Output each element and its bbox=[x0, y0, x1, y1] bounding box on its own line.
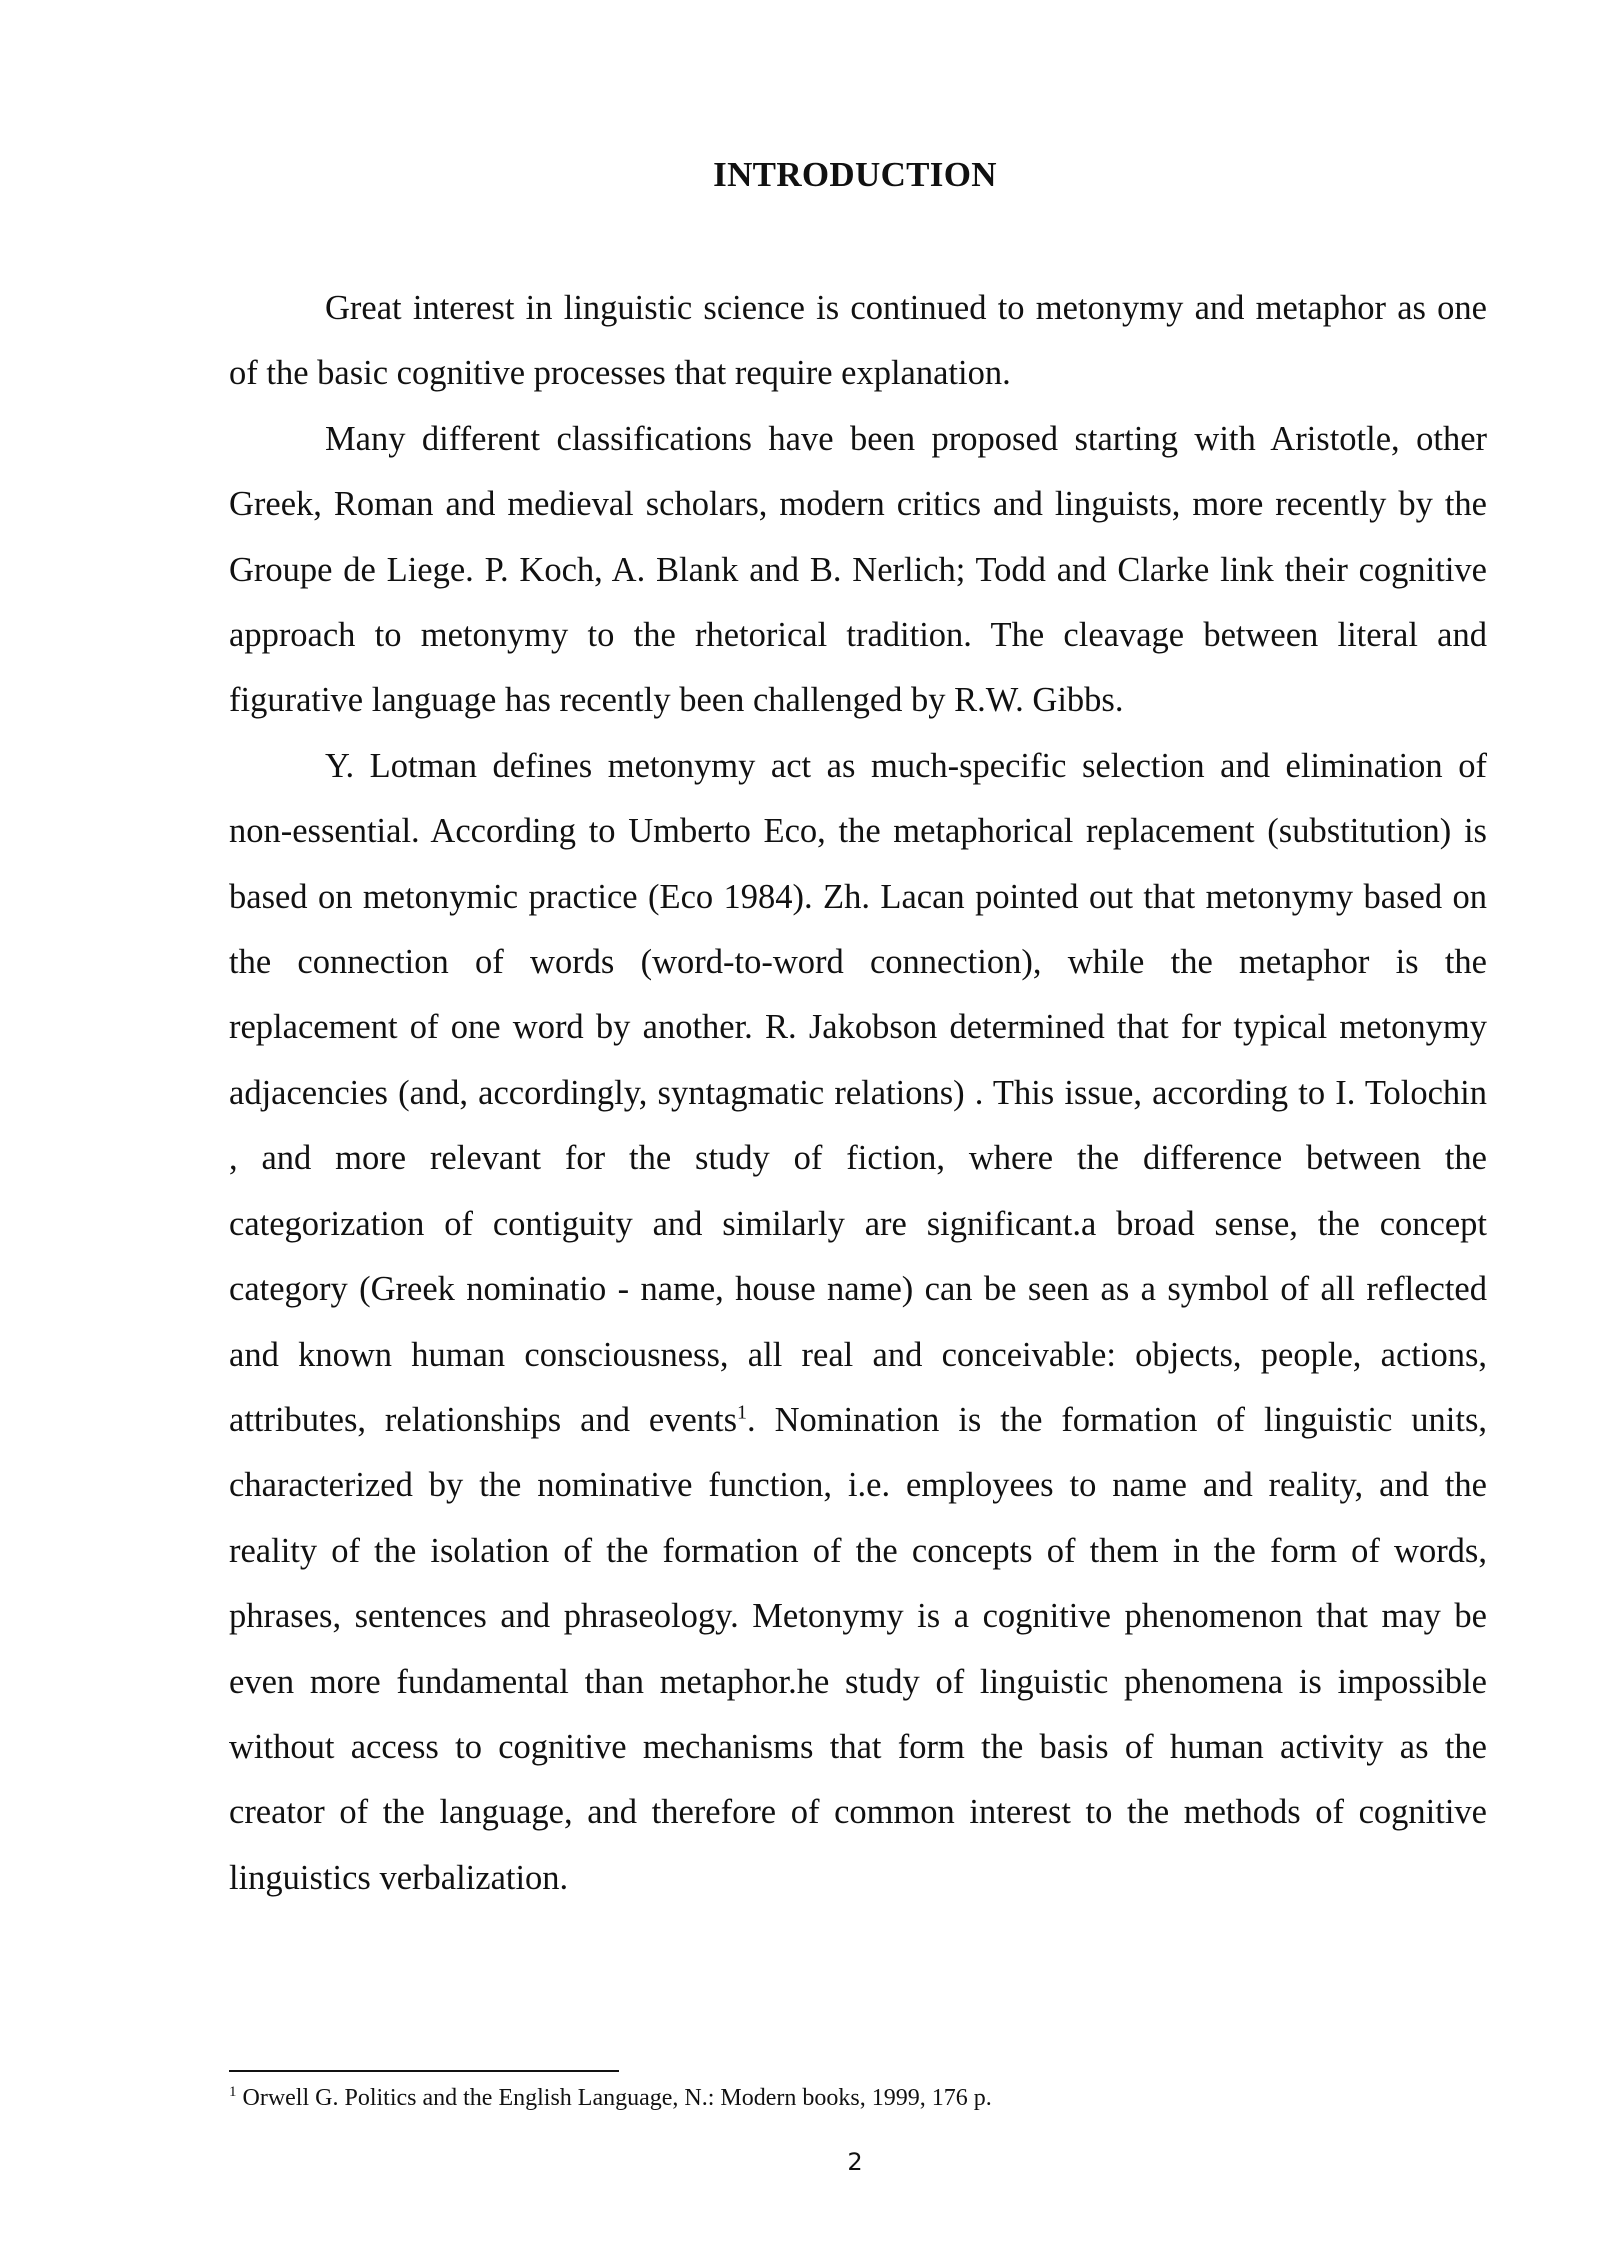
footnote bbox=[229, 2082, 1487, 2114]
page-title: INTRODUCTION bbox=[713, 155, 997, 194]
paragraph-1: Great interest in linguistic science is continued to metonymy and metaphor as one of the basic cognitive processes that require explanation. bbox=[229, 289, 1487, 393]
footnote-separator bbox=[229, 2070, 619, 2072]
paragraph-3-text-after-note: . Nomination is the formation of linguistic units, characterized by the nominative function, i.e. employees to name and reality, and the reality of the isolation of the formation of the concepts of them in the form of words, phrases, sentences and phraseology. Metonymy is a cognitive phenomenon that may be even more fundamental than metaphor.he study of linguistic phenomena is impossible without access to cognitive mechanisms that form the basis of human activity as the creator of the language, and therefore of common interest to the methods of cognitive linguistics verbalization. bbox=[229, 1400, 1487, 1897]
footnote-reference[interactable]: 1 bbox=[737, 1401, 748, 1424]
paragraph-3 bbox=[229, 734, 1487, 1911]
paragraph-3-text-before-note: Y. Lotman defines metonymy act as much-specific selection and elimination of non-essential. According to Umberto Eco, the metaphorical replacement (substitution) is based on metonymic practice (Eco 1984). Zh. Lacan pointed out that metonymy based on the connection of words (word-to-word connection), while the metaphor is the replacement of one word by another. R. Jakobson determined that for typical metonymy adjacencies (and, accordingly, syntagmatic relations) . This issue, according to I. Tolochin , and more relevant for the study of fiction, where the difference between the categorization of contiguity and similarly are significant.a broad sense, the concept category (Greek nominatio - name, house name) can be seen as a symbol of all reflected and known human consciousness, all real and conceivable: objects, people, actions, attributes, relationships and events bbox=[229, 746, 1487, 1439]
footnote-text: Orwell G. Politics and the English Language, N.: Modern books, 1999, 176 p. bbox=[242, 2085, 992, 2111]
body-text bbox=[229, 276, 1487, 1911]
paragraph-2: Many different classifications have been proposed starting with Aristotle, other Greek, Roman and medieval scholars, modern critics and linguists, more recently by the Groupe de Liege. P. Koch, A. Blank and B. Nerlich; Todd and Clarke link their cognitive approach to metonymy to the rhetorical tradition. The cleavage between literal and figurative language has recently been challenged by R.W. Gibbs. bbox=[229, 419, 1487, 720]
page-number: 2 bbox=[847, 2148, 863, 2176]
footnote-marker: 1 bbox=[229, 2084, 237, 2100]
